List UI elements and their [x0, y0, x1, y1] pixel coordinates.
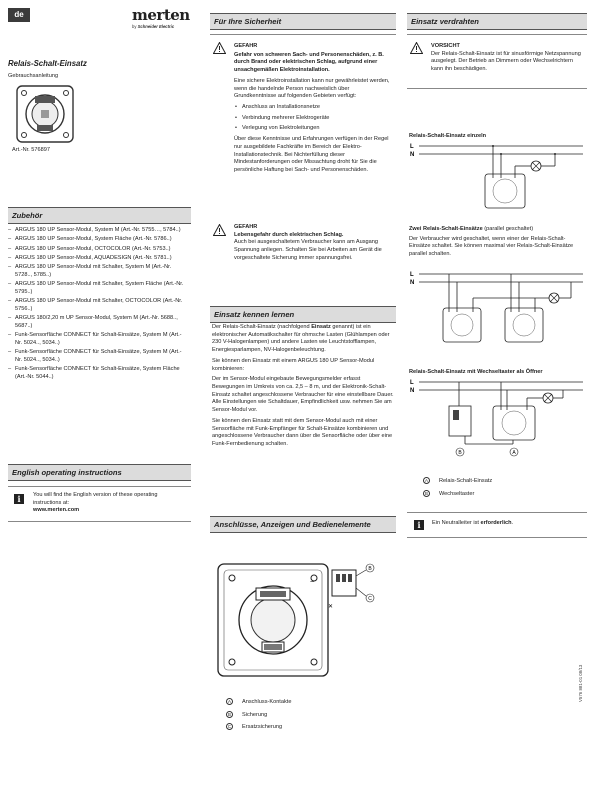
warning-icon: [213, 224, 226, 236]
accessory-item: – Funk-Sensorfläche CONNECT für Schalt-Einsätze, System M (Art.-Nr. 5024.., 5034..): [8, 332, 188, 347]
language-badge: de: [8, 8, 30, 22]
svg-text:N: N: [410, 280, 415, 286]
brand-subline: by Schneider Electric: [132, 24, 175, 29]
divider: [407, 34, 587, 35]
legend-item: [423, 490, 573, 499]
divider: [8, 486, 191, 487]
divider: [210, 34, 396, 35]
neutral-note: Ein Neutralleiter ist erforderlich.: [432, 520, 514, 526]
brand-name: merten: [132, 6, 190, 24]
product-title: Relais-Schalt-Einsatz: [8, 59, 87, 68]
diagram-2-text: Zwei Relais-Schalt-Einsätze (parallel geschaltet) Der Verbraucher wird geschaltet, wenn einer der Relais-Schalt-Einsätze schaltet. Sie können maximal vier Relais-Schalt-Einsätze parallel schalten.: [409, 226, 574, 258]
accessory-item: – ARGUS 180/2,20 m UP Sensor-Modul, System M (Art.-Nr. 5688.., 5687..): [8, 315, 188, 330]
svg-text:C: C: [368, 596, 372, 602]
svg-text:B: B: [458, 450, 462, 456]
divider: [407, 88, 587, 89]
legend-item: [226, 723, 376, 732]
device-diagram: [212, 556, 382, 690]
legend-item: [423, 477, 573, 486]
wiring-diagram-single: [407, 140, 585, 212]
legend-label: Wechseltaster: [439, 490, 475, 497]
legend-label: Relais-Schalt-Einsatz: [439, 477, 493, 484]
requirement-item: • Verlegung von Elektroleitungen: [234, 125, 392, 133]
legend-label: Ersatzsicherung: [242, 724, 283, 731]
diagram-3-title: Relais-Schalt-Einsatz mit Wechseltaster als Öffner: [409, 369, 543, 375]
vorsicht-text: VORSICHT Der Relais-Schalt-Einsatz ist für sinusförmige Netzspannung ausgelegt. Der Betrieb an Dimmern oder Wechselrichtern kann ihn beschädigen.: [431, 43, 581, 73]
section-heading-zubehoer: Zubehör: [8, 207, 191, 224]
safety-text-2: GEFAHR Lebensgefahr durch elektrischen Schlag. Auch bei ausgeschaltetem Verbraucher kann am Ausgang Spannung anliegen. Schalten Sie bei Arbeiten am Gerät die vorgeschaltete Sicherung immer spannungsfrei.: [234, 224, 382, 261]
info-icon: i: [414, 520, 424, 530]
svg-text:B: B: [368, 566, 372, 572]
legend-item: [226, 711, 376, 720]
svg-text:L: L: [410, 144, 414, 150]
svg-text:✕: ✕: [328, 604, 334, 610]
accessories-list: [8, 227, 188, 383]
legend-marker: B: [423, 490, 430, 497]
svg-text:~: ~: [310, 579, 315, 586]
accessory-item: – ARGUS 180 UP Sensor-Modul mit Schalter, System M (Art.-Nr. 5728.., 5785..): [8, 264, 188, 279]
document-code: V576 881-01 08/13: [578, 664, 583, 702]
svg-text:A: A: [512, 450, 516, 456]
info-icon: i: [14, 494, 24, 504]
english-note: You will find the English version of these operating instructions at: www.merten.com: [33, 492, 183, 515]
accessory-item: – ARGUS 180 UP Sensor-Modul, AQUADESIGN (Art.-Nr. 5781..): [8, 255, 188, 263]
accessory-item: – ARGUS 180 UP Sensor-Modul, OCTOCOLOR (Art.-Nr. 5753..): [8, 246, 188, 254]
english-url[interactable]: www.merten.com: [33, 507, 80, 514]
warning-icon: [213, 42, 226, 54]
product-subtitle: Gebrauchsanleitung: [8, 72, 59, 79]
accessory-item: – ARGUS 180 UP Sensor-Modul, System M (Art.-Nr. 5755…, 5784..): [8, 227, 188, 235]
legend-marker: C: [227, 724, 232, 730]
article-number: Art.-Nr. 576897: [12, 147, 50, 153]
brand-logo: [132, 8, 194, 30]
requirement-item: • Anschluss an Installationsnetze: [234, 104, 392, 112]
divider: [8, 521, 191, 522]
anschluesse-legend: [226, 698, 376, 736]
requirement-item: • Verbindung mehrerer Elektrogeräte: [234, 115, 392, 123]
divider: [407, 512, 587, 513]
product-image: [14, 83, 76, 145]
accessory-item: – Funk-Sensorfläche CONNECT für Schalt-Einsätze, System Fläche (Art.-Nr. 5044..): [8, 366, 188, 381]
accessory-item: – ARGUS 180 UP Sensor-Modul mit Schalter, System Fläche (Art.-Nr. 5795..): [8, 281, 188, 296]
verdrahten-legend: [423, 477, 573, 502]
legend-marker: A: [226, 698, 233, 705]
section-heading-verdrahten: Einsatz verdrahten: [407, 13, 587, 30]
warning-icon: [410, 42, 423, 54]
accessory-item: – ARGUS 180 UP Sensor-Modul, System Fläche (Art.-Nr. 5786..): [8, 236, 188, 244]
legend-label: Sicherung: [242, 711, 268, 718]
legend-marker: B: [226, 711, 233, 718]
lernen-text: Der Relais-Schalt-Einsatz (nachfolgend Einsatz genannt) ist ein elektronischer Automatikschalter für ohmsche Lasten (Glühlampen oder 230 V-Halogenlampen) und andere Lasten wie Leuchtstofflampen, Energiesparlampen, NV-Halogenbeleuchtung. Sie können den Einsatz mit einem ARGUS 180 UP Sensor-Modul kombinieren: Der im Sensor-Modul eingebaute Bewegungsmelder erfasst Bewegungen im Umkreis von ca. 2,5 – 8 m, und der Elektronik-Schalt-Einsatz schaltet angeschlossene Verbraucher für eine einstellbare Dauer. Alle Einstellungen wie Schaltdauer, Empfindlichkeit usw. nehmen Sie am Sensor-Modul vor. Sie können den Einsatz statt mit dem Sensor-Modul auch mit einer Sensorfläche mit Funk-Empfänger für Schalt-Einsätze kombinieren und angeschlossene Verbraucher dann über die Sensorfläche oder über eine Funk-Fernbedienung schalten.: [212, 324, 394, 448]
svg-text:L: L: [410, 272, 414, 278]
legend-item: [226, 698, 376, 707]
accessory-item: – ARGUS 180 UP Sensor-Modul mit Schalter, OCTOCOLOR (Art.-Nr. 5756..): [8, 298, 188, 313]
legend-label: Anschluss-Kontakte: [242, 698, 292, 705]
section-heading-english: English operating instructions: [8, 464, 191, 481]
product-block: [8, 59, 188, 80]
safety-text: GEFAHR Gefahr von schweren Sach- und Personenschäden, z. B. durch Brand oder elektrischen Schlag, aufgrund einer unsachgemäßen Elektroinstallation. Eine sichere Elektroinstallation kann nur gewährleistet werden, wenn die handelnde Person nachweislich über Grundkenntnisse auf folgenden Gebieten verfügt: • Anschluss an Installationsnetze • Verbindung mehrerer Elektrogeräte • Verlegung von Elektroleitungen Über diese Kenntnisse und Erfahrungen verfügen in der Regel nur ausgebildete Fachkräfte im Bereich der Elektro-Installationstechnik. Bei Nichterfüllung dieser Mindestanforderungen oder Missachtung droht für Sie die persönliche Haftung bei Sach- und Personenschäden.: [234, 43, 392, 178]
svg-text:L: L: [410, 380, 414, 386]
accessory-item: – Funk-Sensorfläche CONNECT für Schalt-Einsätze, System M (Art.-Nr. 5024.., 5034..): [8, 349, 188, 364]
svg-text:N: N: [410, 388, 415, 394]
wiring-diagram-parallel: [407, 268, 585, 348]
section-heading-anschluesse: Anschlüsse, Anzeigen und Bedienelemente: [210, 516, 396, 533]
section-heading-sicherheit: Für Ihre Sicherheit: [210, 13, 396, 30]
section-heading-lernen: Einsatz kennen lernen: [210, 306, 396, 323]
divider: [407, 537, 587, 538]
wiring-diagram-taster: [407, 376, 585, 466]
svg-text:N: N: [410, 152, 415, 158]
diagram-1-title: Relais-Schalt-Einsatz einzeln: [409, 133, 487, 139]
legend-marker: A: [423, 477, 430, 484]
